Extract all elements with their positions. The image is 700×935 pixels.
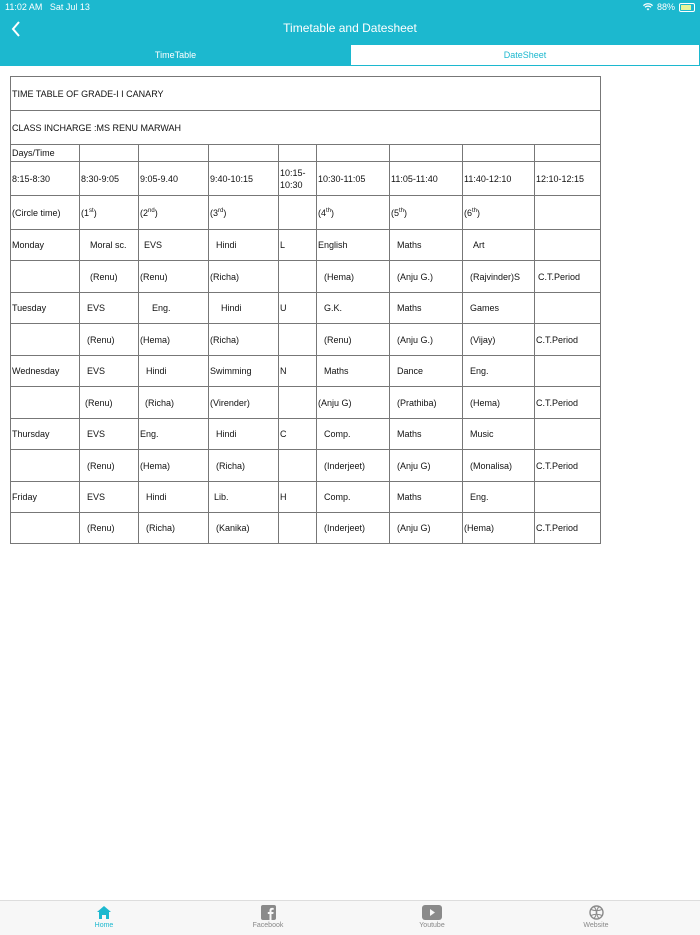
youtube-icon	[422, 905, 442, 920]
teacher-cell: (Renu)	[80, 324, 139, 356]
time-cell: 8:15-8:30	[11, 162, 80, 196]
teacher-cell	[279, 513, 317, 544]
period-label-text: )	[404, 207, 408, 218]
period-4-label	[317, 196, 390, 230]
time-cell: 10:15- 10:30	[279, 162, 317, 196]
teacher-cell: (Prathiba)	[390, 387, 463, 419]
subject-cell: Lib.	[209, 482, 279, 513]
subject-cell	[535, 356, 601, 387]
subject-cell: English	[317, 230, 390, 261]
tab-home-label: Home	[94, 922, 114, 929]
period-3-label	[209, 196, 279, 230]
subject-cell: Hindi	[209, 293, 279, 324]
subject-cell	[535, 482, 601, 513]
teacher-cell	[279, 261, 317, 293]
subject-cell: Moral sc.	[80, 230, 139, 261]
period-label-text: )	[223, 207, 227, 218]
teacher-cell: (Anju G)	[317, 387, 390, 419]
time-cell: 12:10-12:15	[535, 162, 601, 196]
tab-facebook[interactable]	[218, 905, 318, 929]
time-cell: 9:05-9.40	[139, 162, 209, 196]
day-name: Monday	[11, 230, 80, 261]
status-time: 11:02 AM	[5, 2, 43, 12]
subject-cell: EVS	[80, 293, 139, 324]
subject-cell: EVS	[80, 356, 139, 387]
subject-cell	[535, 293, 601, 324]
subject-cell: Maths	[390, 419, 463, 450]
teacher-cell	[279, 387, 317, 419]
time-cell: 11:05-11:40	[390, 162, 463, 196]
subject-cell: Dance	[390, 356, 463, 387]
period-label-text: (5	[391, 207, 400, 218]
facebook-icon	[261, 905, 276, 920]
period-1-label	[80, 196, 139, 230]
teacher-cell: (Inderjeet)	[317, 513, 390, 544]
battery-icon	[679, 3, 695, 12]
teacher-cell: (Anju G.)	[390, 324, 463, 356]
timetable-title: TIME TABLE OF GRADE-I I CANARY	[11, 77, 601, 111]
subject-cell: Hindi	[139, 356, 209, 387]
subject-cell	[535, 230, 601, 261]
nav-header	[0, 14, 700, 44]
teacher-cell: (Richa)	[209, 261, 279, 293]
subject-cell: Maths	[390, 482, 463, 513]
subject-cell: EVS	[139, 230, 209, 261]
subject-cell: Comp.	[317, 419, 390, 450]
break-letter: H	[279, 482, 317, 513]
teacher-cell: (Anju G.)	[390, 261, 463, 293]
subject-cell: EVS	[80, 482, 139, 513]
page-title: Timetable and Datesheet	[283, 21, 417, 35]
teacher-cell	[11, 324, 80, 356]
teacher-cell: (Anju G)	[390, 450, 463, 482]
subject-cell: Eng.	[139, 419, 209, 450]
subject-cell: Comp.	[317, 482, 390, 513]
teacher-cell: (Monalisa)	[463, 450, 535, 482]
teacher-cell	[279, 324, 317, 356]
teacher-cell	[11, 450, 80, 482]
day-name: Friday	[11, 482, 80, 513]
period-label-text: )	[93, 207, 97, 218]
subject-cell: Games	[463, 293, 535, 324]
teacher-cell: (Kanika)	[209, 513, 279, 544]
teacher-cell: (Richa)	[209, 450, 279, 482]
teacher-cell	[11, 513, 80, 544]
period-label-suffix: th	[326, 207, 332, 214]
tab-home[interactable]	[54, 905, 154, 929]
class-incharge: CLASS INCHARGE :MS RENU MARWAH	[11, 111, 601, 145]
teacher-cell: (Rajvinder)S	[463, 261, 535, 293]
tab-website-label: Website	[583, 922, 609, 929]
days-time-header: Days/Time	[11, 145, 80, 162]
time-cell: 10:30-11:05	[317, 162, 390, 196]
period-2-label	[139, 196, 209, 230]
teacher-cell: C.T.Period	[535, 513, 601, 544]
period-label-text: (1	[81, 207, 90, 218]
teacher-cell: (Renu)	[80, 387, 139, 419]
teacher-cell: C.T.Period	[535, 324, 601, 356]
subject-cell: Hindi	[209, 419, 279, 450]
teacher-cell: (Inderjeet)	[317, 450, 390, 482]
break-letter: L	[279, 230, 317, 261]
tab-youtube-label: Youtube	[419, 922, 445, 929]
teacher-cell: (Richa)	[139, 513, 209, 544]
time-cell: 11:40-12:10	[463, 162, 535, 196]
period-label-suffix: th	[472, 207, 478, 214]
break-letter: N	[279, 356, 317, 387]
teacher-cell	[279, 450, 317, 482]
tab-timetable[interactable]: TimeTable	[0, 44, 351, 66]
subject-cell: EVS	[80, 419, 139, 450]
period-label-text: )	[331, 207, 335, 218]
break-letter: C	[279, 419, 317, 450]
subject-cell: Eng.	[139, 293, 209, 324]
teacher-cell: (Virender)	[209, 387, 279, 419]
subject-cell: Eng.	[463, 482, 535, 513]
period-6-label	[463, 196, 535, 230]
period-label-text: )	[477, 207, 481, 218]
day-name: Thursday	[11, 419, 80, 450]
subject-cell: Hindi	[139, 482, 209, 513]
status-bar	[0, 0, 700, 14]
period-5-label	[390, 196, 463, 230]
period-label-text: (4	[318, 207, 327, 218]
subject-cell: Maths	[317, 356, 390, 387]
home-icon	[96, 905, 112, 920]
circle-time-label: (Circle time)	[11, 196, 80, 230]
battery-percent: 88%	[656, 2, 675, 12]
wifi-icon	[643, 3, 653, 11]
teacher-cell: C.T.Period	[535, 387, 601, 419]
period-label-suffix: st	[89, 207, 94, 214]
timetable	[10, 76, 601, 544]
tab-facebook-label: Facebook	[252, 922, 284, 929]
day-name: Tuesday	[11, 293, 80, 324]
subject-cell: G.K.	[317, 293, 390, 324]
status-date: Sat Jul 13	[49, 2, 90, 12]
teacher-cell: (Hema)	[463, 387, 535, 419]
teacher-cell: (Hema)	[139, 324, 209, 356]
teacher-cell: C.T.Period	[535, 261, 601, 293]
teacher-cell: (Vijay)	[463, 324, 535, 356]
teacher-cell: (Richa)	[209, 324, 279, 356]
teacher-cell	[11, 387, 80, 419]
subject-cell: Swimming	[209, 356, 279, 387]
subject-cell: Maths	[390, 230, 463, 261]
tab-datesheet[interactable]: DateSheet	[350, 44, 700, 66]
tab-youtube[interactable]	[382, 905, 482, 929]
subject-cell: Hindi	[209, 230, 279, 261]
period-label-suffix: rd	[218, 207, 224, 214]
break-letter: U	[279, 293, 317, 324]
subject-cell: Art	[463, 230, 535, 261]
period-label-text: (3	[210, 207, 219, 218]
status-time-date	[5, 2, 90, 12]
teacher-cell: (Renu)	[80, 450, 139, 482]
period-label-text: (6	[464, 207, 473, 218]
segmented-tabs	[0, 44, 700, 66]
teacher-cell: (Hema)	[139, 450, 209, 482]
teacher-cell: (Renu)	[139, 261, 209, 293]
time-cell: 9:40-10:15	[209, 162, 279, 196]
bottom-tab-bar	[0, 900, 700, 935]
subject-cell: Maths	[390, 293, 463, 324]
teacher-cell: (Hema)	[317, 261, 390, 293]
teacher-cell: (Hema)	[463, 513, 535, 544]
globe-icon	[589, 905, 604, 920]
subject-cell: Music	[463, 419, 535, 450]
teacher-cell: (Anju G)	[390, 513, 463, 544]
status-right	[643, 2, 695, 12]
day-name: Wednesday	[11, 356, 80, 387]
teacher-cell: C.T.Period	[535, 450, 601, 482]
period-label-text: (2	[140, 207, 149, 218]
tab-website[interactable]	[546, 905, 646, 929]
period-label-suffix: nd	[148, 207, 155, 214]
time-cell: 8:30-9:05	[80, 162, 139, 196]
period-label-suffix: th	[399, 207, 405, 214]
subject-cell: Eng.	[463, 356, 535, 387]
teacher-cell: (Renu)	[80, 513, 139, 544]
subject-cell	[535, 419, 601, 450]
teacher-cell	[11, 261, 80, 293]
teacher-cell: (Renu)	[317, 324, 390, 356]
period-label-text: )	[154, 207, 158, 218]
teacher-cell: (Richa)	[139, 387, 209, 419]
teacher-cell: (Renu)	[80, 261, 139, 293]
